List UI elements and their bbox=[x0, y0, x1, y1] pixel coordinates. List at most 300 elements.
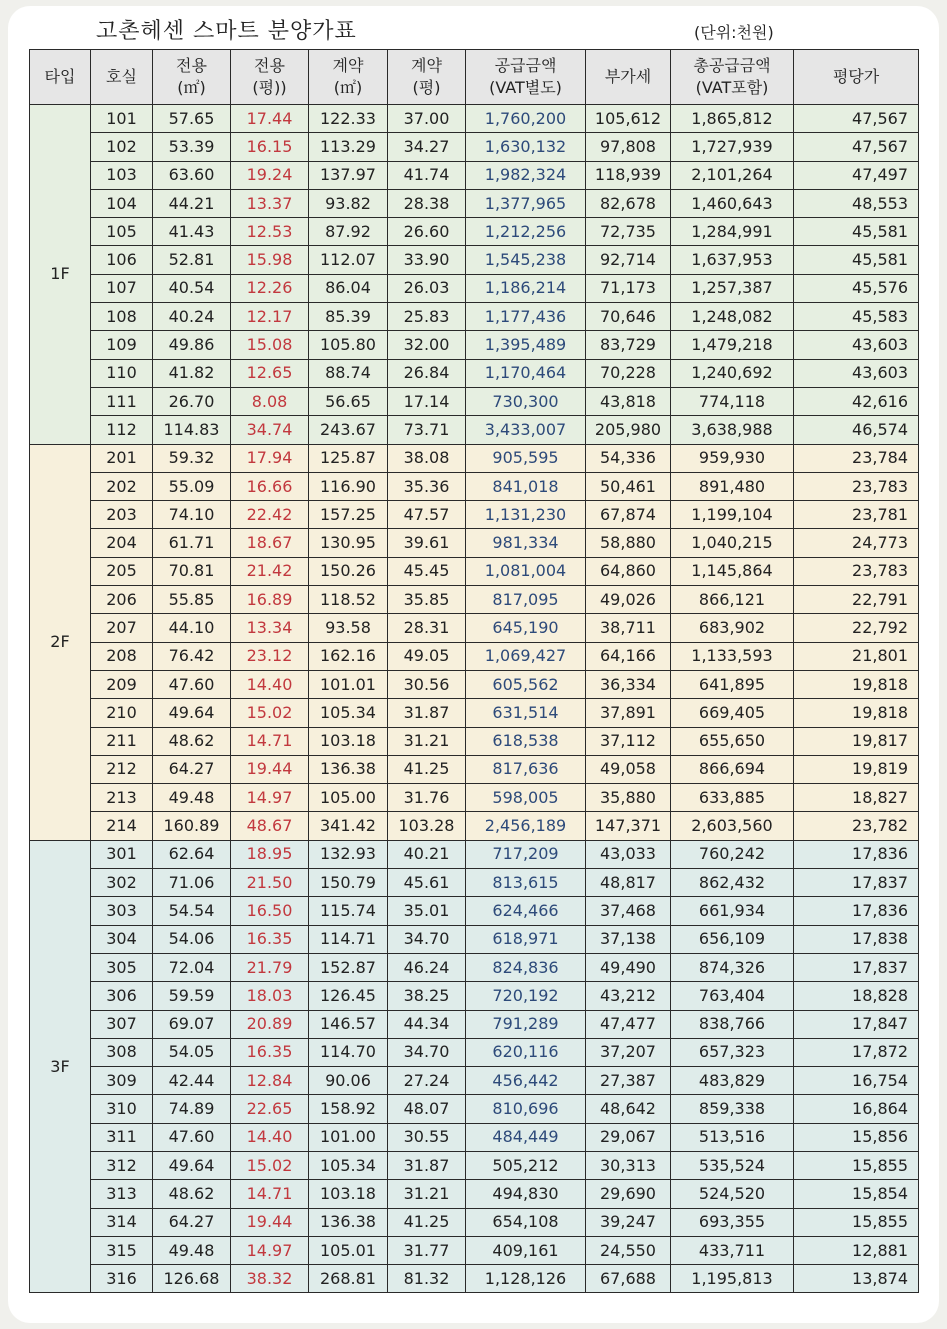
table-cell: 61.71 bbox=[153, 529, 231, 557]
column-header-label: 타입 bbox=[44, 67, 76, 86]
table-cell: 35.01 bbox=[388, 897, 466, 925]
table-cell: 655,650 bbox=[671, 727, 794, 755]
table-cell: 513,516 bbox=[671, 1123, 794, 1151]
table-cell: 211 bbox=[91, 727, 153, 755]
table-row bbox=[30, 416, 919, 444]
table-cell: 37,891 bbox=[586, 699, 671, 727]
table-cell: 44.10 bbox=[153, 614, 231, 642]
table-cell: 36,334 bbox=[586, 670, 671, 698]
table-cell: 46.24 bbox=[388, 953, 466, 981]
table-cell: 125.87 bbox=[309, 444, 388, 472]
table-cell: 12.53 bbox=[231, 218, 309, 246]
table-cell: 1,248,082 bbox=[671, 303, 794, 331]
table-cell: 56.65 bbox=[309, 387, 388, 415]
table-cell: 763,404 bbox=[671, 982, 794, 1010]
table-cell: 16,864 bbox=[794, 1095, 919, 1123]
table-cell: 41.25 bbox=[388, 755, 466, 783]
table-cell: 205 bbox=[91, 557, 153, 585]
table-cell: 891,480 bbox=[671, 472, 794, 500]
table-cell: 106 bbox=[91, 246, 153, 274]
table-row bbox=[30, 840, 919, 868]
column-header-sublabel: (평) bbox=[412, 78, 441, 97]
column-header-sublabel: (㎡) bbox=[177, 78, 206, 97]
table-row bbox=[30, 1180, 919, 1208]
table-cell: 14.40 bbox=[231, 1123, 309, 1151]
table-cell: 93.58 bbox=[309, 614, 388, 642]
table-cell: 105.01 bbox=[309, 1236, 388, 1264]
table-cell: 1,865,812 bbox=[671, 105, 794, 133]
table-cell: 55.85 bbox=[153, 586, 231, 614]
table-row bbox=[30, 1067, 919, 1095]
table-cell: 108 bbox=[91, 303, 153, 331]
table-cell: 110 bbox=[91, 359, 153, 387]
table-cell: 38,711 bbox=[586, 614, 671, 642]
table-row bbox=[30, 189, 919, 217]
table-cell: 1,069,427 bbox=[466, 642, 586, 670]
table-cell: 1,982,324 bbox=[466, 161, 586, 189]
table-cell: 93.82 bbox=[309, 189, 388, 217]
table-cell: 17.94 bbox=[231, 444, 309, 472]
table-cell: 44.21 bbox=[153, 189, 231, 217]
table-cell: 58,880 bbox=[586, 529, 671, 557]
table-cell: 26.03 bbox=[388, 274, 466, 302]
table-cell: 101.01 bbox=[309, 670, 388, 698]
table-cell: 45,581 bbox=[794, 246, 919, 274]
table-cell: 304 bbox=[91, 925, 153, 953]
table-cell: 16.89 bbox=[231, 586, 309, 614]
table-cell: 38.32 bbox=[231, 1265, 309, 1293]
table-cell: 82,678 bbox=[586, 189, 671, 217]
table-cell: 813,615 bbox=[466, 869, 586, 897]
table-cell: 409,161 bbox=[466, 1236, 586, 1264]
table-cell: 87.92 bbox=[309, 218, 388, 246]
table-cell: 44.34 bbox=[388, 1010, 466, 1038]
column-header-label: 총공급금액 bbox=[693, 56, 771, 75]
table-cell: 26.70 bbox=[153, 387, 231, 415]
table-cell: 15,855 bbox=[794, 1151, 919, 1179]
table-cell: 109 bbox=[91, 331, 153, 359]
table-cell: 301 bbox=[91, 840, 153, 868]
table-cell: 433,711 bbox=[671, 1236, 794, 1264]
table-cell: 13.37 bbox=[231, 189, 309, 217]
table-cell: 43,033 bbox=[586, 840, 671, 868]
table-cell: 15.98 bbox=[231, 246, 309, 274]
table-row bbox=[30, 869, 919, 897]
table-cell: 305 bbox=[91, 953, 153, 981]
table-cell: 17.44 bbox=[231, 105, 309, 133]
table-cell: 14.97 bbox=[231, 1236, 309, 1264]
table-cell: 43,603 bbox=[794, 331, 919, 359]
table-cell: 126.45 bbox=[309, 982, 388, 1010]
table-cell: 114.71 bbox=[309, 925, 388, 953]
table-cell: 22.42 bbox=[231, 501, 309, 529]
table-cell: 16.35 bbox=[231, 925, 309, 953]
table-cell: 17,836 bbox=[794, 840, 919, 868]
table-cell: 24,550 bbox=[586, 1236, 671, 1264]
table-cell: 1,460,643 bbox=[671, 189, 794, 217]
table-cell: 633,885 bbox=[671, 784, 794, 812]
table-cell: 19.44 bbox=[231, 1208, 309, 1236]
table-cell: 19.44 bbox=[231, 755, 309, 783]
table-cell: 641,895 bbox=[671, 670, 794, 698]
table-cell: 456,442 bbox=[466, 1067, 586, 1095]
table-cell: 102 bbox=[91, 133, 153, 161]
table-cell: 132.93 bbox=[309, 840, 388, 868]
table-cell: 494,830 bbox=[466, 1180, 586, 1208]
table-cell: 18,828 bbox=[794, 982, 919, 1010]
table-cell: 13,874 bbox=[794, 1265, 919, 1293]
table-row bbox=[30, 586, 919, 614]
table-cell: 23,781 bbox=[794, 501, 919, 529]
table-cell: 105.34 bbox=[309, 699, 388, 727]
table-cell: 13.34 bbox=[231, 614, 309, 642]
table-cell: 25.83 bbox=[388, 303, 466, 331]
price-table bbox=[29, 49, 919, 1293]
table-row bbox=[30, 359, 919, 387]
table-cell: 49.48 bbox=[153, 784, 231, 812]
table-cell: 16.66 bbox=[231, 472, 309, 500]
table-cell: 204 bbox=[91, 529, 153, 557]
table-cell: 212 bbox=[91, 755, 153, 783]
table-row bbox=[30, 1095, 919, 1123]
table-cell: 1,377,965 bbox=[466, 189, 586, 217]
table-cell: 30.55 bbox=[388, 1123, 466, 1151]
column-header bbox=[466, 50, 586, 105]
table-cell: 2,456,189 bbox=[466, 812, 586, 840]
table-cell: 137.97 bbox=[309, 161, 388, 189]
table-cell: 657,323 bbox=[671, 1038, 794, 1066]
table-cell: 103 bbox=[91, 161, 153, 189]
table-cell: 158.92 bbox=[309, 1095, 388, 1123]
table-cell: 34.27 bbox=[388, 133, 466, 161]
table-cell: 618,971 bbox=[466, 925, 586, 953]
table-cell: 43,603 bbox=[794, 359, 919, 387]
table-cell: 311 bbox=[91, 1123, 153, 1151]
table-cell: 208 bbox=[91, 642, 153, 670]
column-header bbox=[671, 50, 794, 105]
table-cell: 48,553 bbox=[794, 189, 919, 217]
table-cell: 64,860 bbox=[586, 557, 671, 585]
table-cell: 693,355 bbox=[671, 1208, 794, 1236]
table-row bbox=[30, 1010, 919, 1038]
table-cell: 12.17 bbox=[231, 303, 309, 331]
table-cell: 1,760,200 bbox=[466, 105, 586, 133]
table-cell: 103.18 bbox=[309, 727, 388, 755]
table-cell: 46,574 bbox=[794, 416, 919, 444]
table-cell: 302 bbox=[91, 869, 153, 897]
table-cell: 35,880 bbox=[586, 784, 671, 812]
table-cell: 130.95 bbox=[309, 529, 388, 557]
column-header-sublabel: (VAT별도) bbox=[489, 78, 562, 97]
table-cell: 3,433,007 bbox=[466, 416, 586, 444]
table-cell: 207 bbox=[91, 614, 153, 642]
table-cell: 101 bbox=[91, 105, 153, 133]
table-cell: 115.74 bbox=[309, 897, 388, 925]
table-cell: 57.65 bbox=[153, 105, 231, 133]
table-cell: 67,874 bbox=[586, 501, 671, 529]
table-cell: 37,112 bbox=[586, 727, 671, 755]
table-cell: 76.42 bbox=[153, 642, 231, 670]
table-cell: 122.33 bbox=[309, 105, 388, 133]
column-header bbox=[30, 50, 91, 105]
table-cell: 114.83 bbox=[153, 416, 231, 444]
table-cell: 12.84 bbox=[231, 1067, 309, 1095]
table-cell: 18,827 bbox=[794, 784, 919, 812]
table-cell: 48,642 bbox=[586, 1095, 671, 1123]
table-cell: 31.77 bbox=[388, 1236, 466, 1264]
table-cell: 859,338 bbox=[671, 1095, 794, 1123]
table-cell: 45,576 bbox=[794, 274, 919, 302]
table-cell: 70,228 bbox=[586, 359, 671, 387]
column-header-sublabel: (VAT포함) bbox=[695, 78, 769, 97]
column-header bbox=[91, 50, 153, 105]
table-cell: 30.56 bbox=[388, 670, 466, 698]
table-cell: 41.74 bbox=[388, 161, 466, 189]
table-cell: 48.67 bbox=[231, 812, 309, 840]
column-header-sublabel: (평)) bbox=[252, 78, 287, 97]
table-cell: 12,881 bbox=[794, 1236, 919, 1264]
table-cell: 774,118 bbox=[671, 387, 794, 415]
table-cell: 18.03 bbox=[231, 982, 309, 1010]
table-cell: 31.21 bbox=[388, 727, 466, 755]
table-cell: 105.00 bbox=[309, 784, 388, 812]
table-cell: 45.61 bbox=[388, 869, 466, 897]
table-cell: 41.82 bbox=[153, 359, 231, 387]
table-row bbox=[30, 501, 919, 529]
table-cell: 27,387 bbox=[586, 1067, 671, 1095]
table-cell: 17.14 bbox=[388, 387, 466, 415]
table-cell: 105.34 bbox=[309, 1151, 388, 1179]
table-cell: 67,688 bbox=[586, 1265, 671, 1293]
table-cell: 50,461 bbox=[586, 472, 671, 500]
table-cell: 669,405 bbox=[671, 699, 794, 727]
table-cell: 1,040,215 bbox=[671, 529, 794, 557]
table-cell: 48.07 bbox=[388, 1095, 466, 1123]
table-cell: 483,829 bbox=[671, 1067, 794, 1095]
table-cell: 862,432 bbox=[671, 869, 794, 897]
table-cell: 309 bbox=[91, 1067, 153, 1095]
table-cell: 41.43 bbox=[153, 218, 231, 246]
table-row bbox=[30, 303, 919, 331]
table-cell: 824,836 bbox=[466, 953, 586, 981]
table-cell: 202 bbox=[91, 472, 153, 500]
table-cell: 661,934 bbox=[671, 897, 794, 925]
table-cell: 59.59 bbox=[153, 982, 231, 1010]
table-cell: 730,300 bbox=[466, 387, 586, 415]
table-cell: 17,836 bbox=[794, 897, 919, 925]
table-cell: 791,289 bbox=[466, 1010, 586, 1038]
table-cell: 136.38 bbox=[309, 1208, 388, 1236]
table-cell: 17,847 bbox=[794, 1010, 919, 1038]
table-cell: 21,801 bbox=[794, 642, 919, 670]
table-cell: 1,195,813 bbox=[671, 1265, 794, 1293]
table-cell: 53.39 bbox=[153, 133, 231, 161]
table-cell: 37,468 bbox=[586, 897, 671, 925]
table-cell: 12.26 bbox=[231, 274, 309, 302]
column-header-label: 부가세 bbox=[604, 67, 652, 86]
column-header-sublabel: (㎡) bbox=[333, 78, 363, 97]
table-cell: 1,170,464 bbox=[466, 359, 586, 387]
table-cell: 64.27 bbox=[153, 1208, 231, 1236]
table-cell: 654,108 bbox=[466, 1208, 586, 1236]
table-row bbox=[30, 614, 919, 642]
page-title: 고촌헤센 스마트 분양가표 bbox=[96, 19, 357, 44]
table-cell: 1,637,953 bbox=[671, 246, 794, 274]
table-cell: 105 bbox=[91, 218, 153, 246]
table-cell: 37,138 bbox=[586, 925, 671, 953]
table-cell: 31.76 bbox=[388, 784, 466, 812]
table-cell: 15.08 bbox=[231, 331, 309, 359]
table-cell: 31.87 bbox=[388, 1151, 466, 1179]
column-header-label: 전용 bbox=[254, 56, 285, 75]
table-cell: 201 bbox=[91, 444, 153, 472]
table-cell: 49.86 bbox=[153, 331, 231, 359]
table-cell: 19,818 bbox=[794, 670, 919, 698]
table-cell: 866,121 bbox=[671, 586, 794, 614]
table-row bbox=[30, 246, 919, 274]
table-cell: 8.08 bbox=[231, 387, 309, 415]
table-cell: 64.27 bbox=[153, 755, 231, 783]
table-cell: 310 bbox=[91, 1095, 153, 1123]
table-cell: 150.26 bbox=[309, 557, 388, 585]
column-header bbox=[586, 50, 671, 105]
table-row bbox=[30, 670, 919, 698]
column-header-label: 평당가 bbox=[832, 67, 880, 86]
table-cell: 45,581 bbox=[794, 218, 919, 246]
table-cell: 1,284,991 bbox=[671, 218, 794, 246]
table-cell: 38.08 bbox=[388, 444, 466, 472]
table-cell: 157.25 bbox=[309, 501, 388, 529]
table-cell: 114.70 bbox=[309, 1038, 388, 1066]
table-cell: 71.06 bbox=[153, 869, 231, 897]
table-cell: 16.35 bbox=[231, 1038, 309, 1066]
table-cell: 74.10 bbox=[153, 501, 231, 529]
table-cell: 720,192 bbox=[466, 982, 586, 1010]
table-cell: 1,145,864 bbox=[671, 557, 794, 585]
table-cell: 49,490 bbox=[586, 953, 671, 981]
table-cell: 17,837 bbox=[794, 953, 919, 981]
table-cell: 16,754 bbox=[794, 1067, 919, 1095]
table-cell: 838,766 bbox=[671, 1010, 794, 1038]
table-cell: 19,818 bbox=[794, 699, 919, 727]
table-cell: 23,783 bbox=[794, 472, 919, 500]
table-cell: 874,326 bbox=[671, 953, 794, 981]
table-cell: 1,133,593 bbox=[671, 642, 794, 670]
table-cell: 631,514 bbox=[466, 699, 586, 727]
table-cell: 70.81 bbox=[153, 557, 231, 585]
table-cell: 20.89 bbox=[231, 1010, 309, 1038]
table-cell: 71,173 bbox=[586, 274, 671, 302]
table-cell: 47,567 bbox=[794, 105, 919, 133]
table-cell: 27.24 bbox=[388, 1067, 466, 1095]
table-cell: 15,854 bbox=[794, 1180, 919, 1208]
table-cell: 817,095 bbox=[466, 586, 586, 614]
table-cell: 303 bbox=[91, 897, 153, 925]
table-cell: 316 bbox=[91, 1265, 153, 1293]
table-cell: 150.79 bbox=[309, 869, 388, 897]
table-cell: 40.24 bbox=[153, 303, 231, 331]
table-cell: 21.79 bbox=[231, 953, 309, 981]
table-cell: 314 bbox=[91, 1208, 153, 1236]
table-cell: 1,177,436 bbox=[466, 303, 586, 331]
table-cell: 116.90 bbox=[309, 472, 388, 500]
table-cell: 112 bbox=[91, 416, 153, 444]
table-cell: 47.57 bbox=[388, 501, 466, 529]
table-cell: 63.60 bbox=[153, 161, 231, 189]
table-cell: 28.31 bbox=[388, 614, 466, 642]
table-cell: 18.67 bbox=[231, 529, 309, 557]
table-cell: 1,128,126 bbox=[466, 1265, 586, 1293]
table-row bbox=[30, 161, 919, 189]
table-cell: 34.70 bbox=[388, 1038, 466, 1066]
table-cell: 26.84 bbox=[388, 359, 466, 387]
table-cell: 341.42 bbox=[309, 812, 388, 840]
table-cell: 19,817 bbox=[794, 727, 919, 755]
table-cell: 213 bbox=[91, 784, 153, 812]
table-cell: 101.00 bbox=[309, 1123, 388, 1151]
table-cell: 810,696 bbox=[466, 1095, 586, 1123]
table-cell: 47,497 bbox=[794, 161, 919, 189]
table-cell: 24,773 bbox=[794, 529, 919, 557]
table-cell: 32.00 bbox=[388, 331, 466, 359]
table-cell: 47.60 bbox=[153, 1123, 231, 1151]
table-cell: 22,791 bbox=[794, 586, 919, 614]
table-row bbox=[30, 925, 919, 953]
table-cell: 306 bbox=[91, 982, 153, 1010]
table-cell: 1,081,004 bbox=[466, 557, 586, 585]
table-cell: 210 bbox=[91, 699, 153, 727]
table-cell: 23,782 bbox=[794, 812, 919, 840]
table-cell: 26.60 bbox=[388, 218, 466, 246]
table-cell: 107 bbox=[91, 274, 153, 302]
table-row bbox=[30, 755, 919, 783]
table-row bbox=[30, 1038, 919, 1066]
table-cell: 105,612 bbox=[586, 105, 671, 133]
table-cell: 136.38 bbox=[309, 755, 388, 783]
table-cell: 1,630,132 bbox=[466, 133, 586, 161]
table-cell: 1,131,230 bbox=[466, 501, 586, 529]
table-cell: 598,005 bbox=[466, 784, 586, 812]
table-cell: 85.39 bbox=[309, 303, 388, 331]
table-cell: 47.60 bbox=[153, 670, 231, 698]
table-cell: 866,694 bbox=[671, 755, 794, 783]
table-cell: 624,466 bbox=[466, 897, 586, 925]
table-cell: 23.12 bbox=[231, 642, 309, 670]
table-cell: 620,116 bbox=[466, 1038, 586, 1066]
table-cell: 48.62 bbox=[153, 1180, 231, 1208]
table-cell: 72.04 bbox=[153, 953, 231, 981]
table-cell: 959,930 bbox=[671, 444, 794, 472]
table-cell: 72,735 bbox=[586, 218, 671, 246]
table-cell: 49.05 bbox=[388, 642, 466, 670]
table-cell: 105.80 bbox=[309, 331, 388, 359]
floor-label: 3F bbox=[30, 840, 91, 1293]
table-cell: 126.68 bbox=[153, 1265, 231, 1293]
table-cell: 315 bbox=[91, 1236, 153, 1264]
table-cell: 55.09 bbox=[153, 472, 231, 500]
table-cell: 14.40 bbox=[231, 670, 309, 698]
table-cell: 54.05 bbox=[153, 1038, 231, 1066]
table-row bbox=[30, 444, 919, 472]
table-cell: 83,729 bbox=[586, 331, 671, 359]
table-cell: 49.64 bbox=[153, 699, 231, 727]
table-row bbox=[30, 642, 919, 670]
table-cell: 34.70 bbox=[388, 925, 466, 953]
table-row bbox=[30, 1236, 919, 1264]
table-cell: 31.21 bbox=[388, 1180, 466, 1208]
table-cell: 1,212,256 bbox=[466, 218, 586, 246]
table-cell: 268.81 bbox=[309, 1265, 388, 1293]
